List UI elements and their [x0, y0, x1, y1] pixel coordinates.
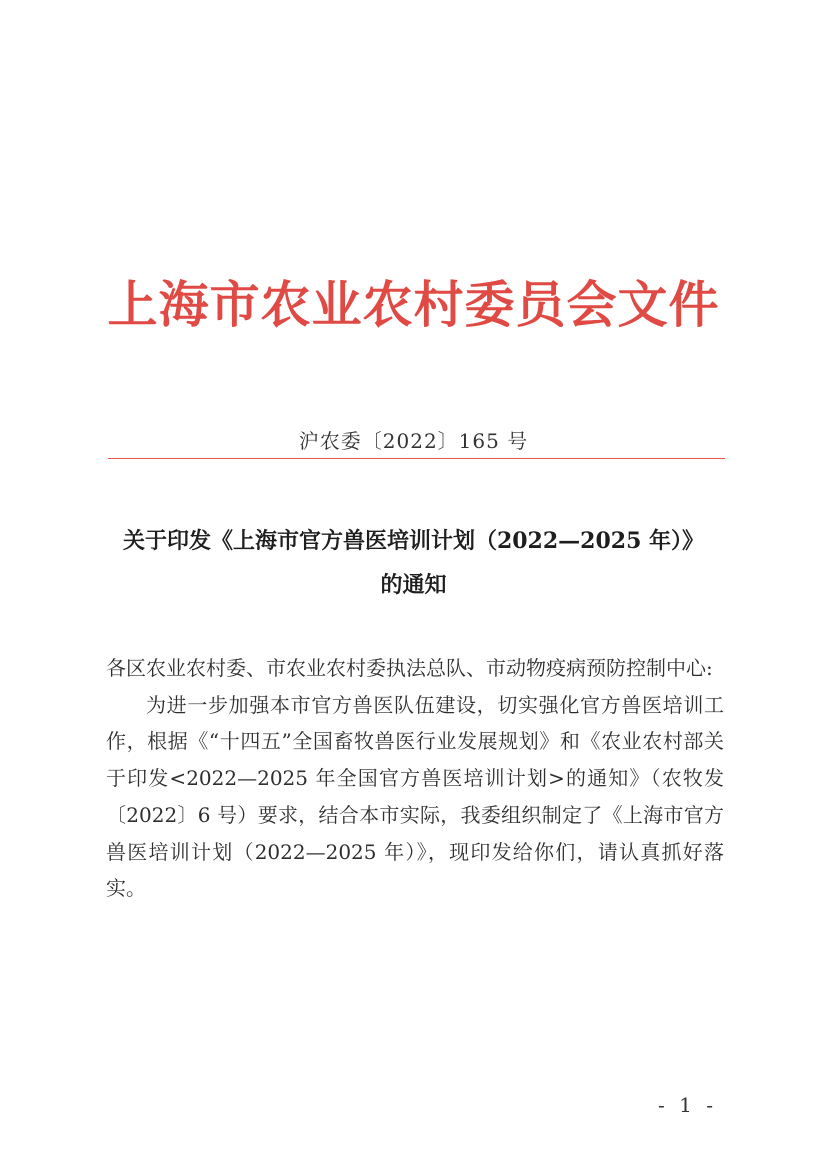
- masthead-title: 上海市农业农村委员会文件: [107, 275, 720, 334]
- body-paragraph: 为进一步加强本市官方兽医队伍建设，切实强化官方兽医培训工作，根据《“十四五”全国畜牧兽医行业发展规划》和《农业农村部关于印发<2022—2025 年全国官方兽医培训计划>的通知》（农牧发〔2022〕6 号）要求，结合本市实际，我委组织制定了《上海市官方兽医培训计划（2022—2025 年）》，现印发给你们，请认真抓好落实。: [106, 692, 724, 901]
- notice-body: [106, 650, 724, 907]
- red-divider-line: [108, 458, 725, 459]
- addressee-line: 各区农业农村委、市农业农村委执法总队、市动物疫病预防控制中心:: [106, 656, 713, 680]
- document-number: 沪农委〔2022〕165 号: [298, 429, 529, 453]
- notice-title-line-1: 关于印发《上海市官方兽医培训计划（2022—2025 年）》: [122, 528, 705, 554]
- notice-title: [90, 519, 737, 607]
- page-number: - 1 -: [658, 1093, 717, 1117]
- notice-title-line-2: 的通知: [380, 572, 447, 598]
